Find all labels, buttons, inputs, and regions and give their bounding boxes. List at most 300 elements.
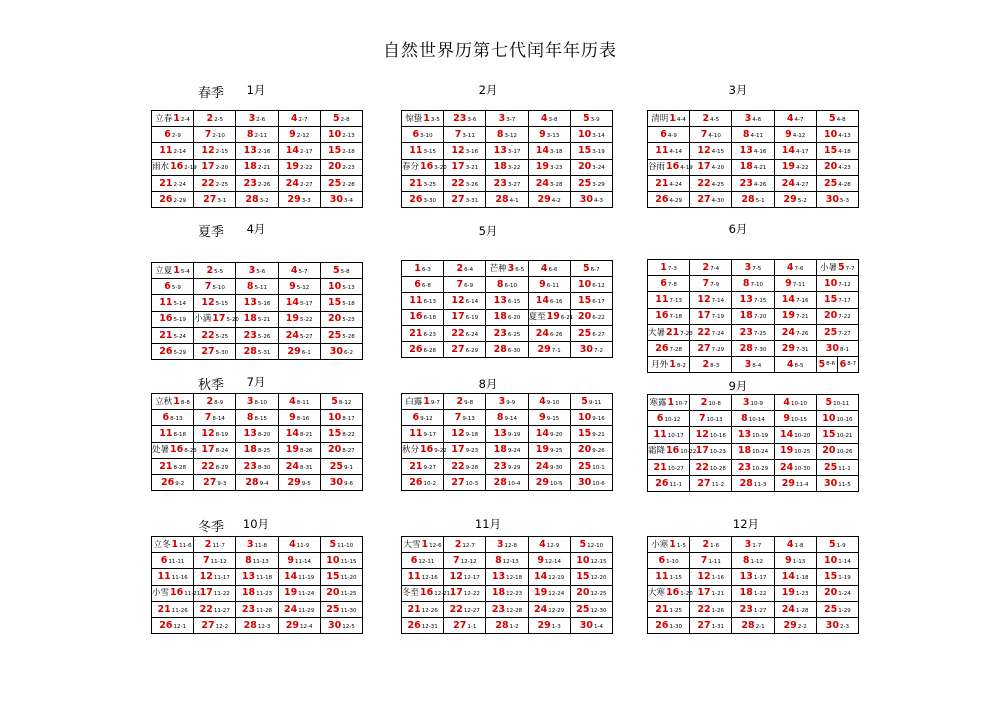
day-cell: [486, 325, 528, 341]
gregorian-date: 1-1: [467, 623, 477, 630]
day-number: 21: [666, 326, 680, 338]
gregorian-date: 8-18: [173, 432, 186, 439]
day-number: 6: [164, 281, 171, 293]
day-number: 4: [289, 395, 296, 407]
month-table: [647, 536, 859, 634]
gregorian-date: 10-21: [836, 433, 853, 440]
day-cell: [690, 443, 732, 459]
gregorian-date: 8-21: [300, 432, 313, 439]
day-cell: [690, 159, 732, 175]
gregorian-date: 7-30: [753, 346, 767, 353]
gregorian-date: 1-2: [509, 623, 519, 630]
day-number: 27: [697, 193, 711, 205]
solar-term-label: 谷雨: [648, 162, 666, 173]
day-cell: [402, 617, 444, 633]
day-cell: [816, 292, 858, 308]
day-cell: [320, 327, 362, 343]
gregorian-date: 5-13: [342, 285, 355, 292]
day-number: 14: [535, 295, 550, 307]
day-number: 16: [420, 161, 434, 173]
day-cell: [774, 159, 816, 175]
gregorian-date: 10-30: [794, 465, 811, 472]
day-number: 3: [744, 538, 752, 550]
table-row: [648, 475, 859, 491]
gregorian-date: 8-29: [215, 464, 229, 471]
day-number: 4: [290, 264, 298, 276]
gregorian-date: 7-25: [753, 330, 767, 337]
day-cell: [320, 601, 362, 617]
gregorian-date: 5-12: [296, 285, 310, 292]
gregorian-date: 1-22: [753, 591, 767, 598]
day-cell: [732, 427, 774, 443]
gregorian-date: 5-31: [257, 349, 271, 356]
day-number: 10: [326, 555, 340, 567]
day-number: 18: [493, 444, 507, 456]
day-number: 23: [737, 461, 752, 473]
day-number: 5: [579, 538, 587, 550]
day-number: 29: [287, 345, 301, 357]
gregorian-date: 7-29: [711, 346, 725, 353]
day-cell: [486, 537, 528, 553]
gregorian-date: 2-16: [257, 149, 271, 156]
gregorian-date: 6-16: [550, 299, 563, 306]
day-cell: [732, 159, 774, 175]
day-number: 4: [540, 262, 548, 274]
gregorian-date: 9-2: [175, 480, 185, 487]
gregorian-date: 3-2: [259, 197, 269, 204]
day-number: 3: [498, 112, 506, 124]
day-number: 23: [243, 329, 257, 341]
gregorian-date: 6-11: [546, 283, 560, 290]
day-number: 4: [786, 538, 794, 550]
day-number: 19: [285, 161, 300, 173]
gregorian-date: 9-23: [465, 448, 479, 455]
day-number: 26: [159, 193, 173, 205]
day-number: 23: [241, 603, 256, 615]
day-cell: [732, 143, 774, 159]
day-number: 24: [284, 603, 298, 615]
day-number: 16: [170, 587, 184, 599]
month-label: 6月: [728, 222, 748, 236]
day-cell: [320, 442, 362, 458]
day-cell: [732, 585, 774, 601]
gregorian-date: 2-6: [256, 116, 266, 123]
day-cell: [648, 111, 690, 127]
day-cell: [690, 411, 732, 427]
table-row: [152, 537, 363, 553]
day-cell: [278, 474, 320, 490]
gregorian-date: 5-1: [755, 197, 765, 204]
gregorian-date: 7-26: [796, 330, 809, 337]
day-cell: [486, 111, 528, 127]
day-cell: [732, 475, 774, 491]
day-number: 17: [697, 161, 711, 173]
gregorian-date: 1-8: [794, 542, 804, 549]
gregorian-date: 10-13: [706, 417, 723, 424]
day-number: 26: [409, 193, 423, 205]
day-cell: [648, 308, 690, 324]
table-row: [648, 427, 859, 443]
day-cell: [690, 111, 732, 127]
day-cell: [816, 443, 858, 459]
gregorian-date: 6-5: [515, 266, 525, 273]
gregorian-date: 8-1: [839, 346, 849, 353]
gregorian-date: 6-9: [464, 283, 474, 290]
day-cell: [444, 585, 486, 601]
day-number: 9: [539, 412, 546, 424]
table-row: [648, 191, 859, 207]
gregorian-date: 3-17: [507, 149, 521, 156]
gregorian-date: 12-5: [342, 623, 355, 630]
day-number: 5: [825, 396, 833, 408]
day-cell: [194, 617, 236, 633]
day-number: 29: [781, 342, 796, 354]
day-number: 5: [829, 538, 836, 550]
day-number: 17: [212, 313, 226, 325]
gregorian-date: 2-28: [342, 181, 355, 188]
day-cell: [528, 325, 570, 341]
day-cell: [774, 553, 816, 569]
gregorian-date: 3-29: [592, 181, 605, 188]
day-number: 9: [539, 279, 546, 291]
gregorian-date: 12-18: [506, 575, 523, 582]
day-cell: [732, 292, 774, 308]
day-number: 20: [823, 161, 838, 173]
day-cell: [402, 191, 444, 207]
day-number: 7: [202, 555, 210, 567]
day-cell: [320, 111, 362, 127]
day-cell: [774, 569, 816, 585]
gregorian-date: 2-29: [173, 197, 186, 204]
day-number: 25: [576, 603, 590, 615]
gregorian-date: 5-19: [173, 317, 186, 324]
day-cell: [690, 127, 732, 143]
day-number: 9: [289, 412, 296, 424]
gregorian-date: 7-9: [710, 282, 720, 289]
day-number: 18: [739, 310, 753, 322]
day-cell: [278, 343, 320, 359]
gregorian-date: 2-27: [300, 181, 313, 188]
month-label: 11月: [474, 517, 502, 531]
day-cell: [732, 111, 774, 127]
day-number: 13: [243, 428, 257, 440]
gregorian-date: 12-25: [590, 591, 607, 598]
gregorian-date: 2-10: [212, 133, 225, 140]
day-number: 17: [697, 587, 711, 599]
month-label: 7月: [246, 375, 266, 389]
gregorian-date: 1-20: [680, 591, 693, 598]
day-number: 17: [451, 161, 465, 173]
solar-term-label: 立秋: [155, 396, 173, 407]
day-number: 6: [412, 412, 420, 424]
gregorian-date: 4-20: [711, 165, 725, 172]
day-cell: [236, 410, 278, 426]
day-cell: [236, 327, 278, 343]
gregorian-date: 9-1: [343, 464, 353, 471]
table-row: [648, 443, 859, 459]
day-cell: [486, 569, 528, 585]
day-number: 9: [289, 129, 296, 141]
gregorian-date: 12-9: [546, 542, 560, 549]
day-cell: [486, 458, 528, 474]
gregorian-date: 9-9: [506, 399, 516, 406]
day-number: 27: [201, 619, 215, 631]
page-title: 自然世界历第七代闰年年历表: [383, 41, 617, 61]
day-cell: [690, 537, 732, 553]
day-cell: [320, 585, 362, 601]
day-number: 30: [825, 342, 839, 354]
day-number: 17: [201, 161, 215, 173]
day-cell: [194, 327, 236, 343]
day-cell: [570, 601, 612, 617]
gregorian-date: 1-5: [676, 542, 686, 549]
gregorian-date: 5-29: [173, 349, 186, 356]
day-cell: [570, 617, 612, 633]
day-number: 24: [285, 177, 300, 189]
day-number: 25: [823, 177, 838, 189]
solar-term-label: 芒种: [489, 263, 507, 274]
gregorian-date: 9-16: [592, 416, 605, 423]
gregorian-date: 5-26: [257, 333, 271, 340]
gregorian-date: 6-12: [592, 283, 605, 290]
day-number: 18: [491, 587, 506, 599]
gregorian-date: 7-13: [669, 298, 682, 305]
day-number: 15: [822, 429, 836, 441]
day-number: 17: [697, 310, 711, 322]
day-cell: [320, 617, 362, 633]
day-number: 5: [583, 112, 590, 124]
gregorian-date: 2-24: [173, 181, 186, 188]
gregorian-date: 4-11: [750, 133, 764, 140]
day-number: 22: [199, 603, 213, 615]
day-cell: [774, 292, 816, 308]
day-cell: [690, 475, 732, 491]
day-number: 20: [576, 587, 590, 599]
gregorian-date: 3-20: [434, 165, 447, 172]
gregorian-date: 6-6: [548, 266, 558, 273]
day-number: 1: [173, 112, 180, 124]
day-number: 16: [420, 587, 434, 599]
day-cell: [236, 537, 278, 553]
day-number: 18: [739, 161, 753, 173]
day-number: 22: [201, 329, 215, 341]
day-number: 23: [739, 326, 753, 338]
gregorian-date: 7-28: [669, 346, 682, 353]
day-cell: [570, 277, 612, 293]
gregorian-date: 9-22: [434, 448, 447, 455]
day-number: 11: [655, 145, 669, 157]
solar-term-label: 小暑: [820, 262, 838, 273]
gregorian-date: 3-7: [506, 116, 516, 123]
gregorian-date: 12-20: [590, 575, 607, 582]
day-cell: [570, 474, 612, 490]
table-row: [402, 309, 613, 325]
gregorian-date: 7-17: [838, 298, 851, 305]
day-cell: [320, 143, 362, 159]
day-number: 12: [697, 571, 711, 583]
day-number: 20: [327, 161, 342, 173]
day-number: 7: [204, 412, 212, 424]
gregorian-date: 5-27: [300, 333, 313, 340]
gregorian-date: 12-22: [463, 591, 480, 598]
gregorian-date: 12-30: [590, 607, 607, 614]
season-label-winter: 冬季: [198, 520, 225, 535]
day-number: 15: [577, 295, 592, 307]
solar-term-label: 冬至: [402, 588, 420, 599]
gregorian-date: 4-25: [711, 181, 725, 188]
day-number: 18: [243, 161, 257, 173]
day-cell: [648, 411, 690, 427]
day-number: 19: [285, 313, 300, 325]
gregorian-date: 1-9: [836, 542, 846, 549]
table-row: [402, 277, 613, 293]
gregorian-date: 3-6: [467, 116, 477, 123]
day-number: 15: [576, 571, 590, 583]
month-label: 5月: [478, 224, 498, 238]
day-number: 25: [577, 460, 592, 472]
day-number: 7: [702, 278, 710, 290]
day-number: 8: [246, 281, 254, 293]
gregorian-date: 1-15: [669, 575, 682, 582]
gregorian-date: 4-3: [593, 197, 603, 204]
gregorian-date: 1-14: [838, 559, 851, 566]
day-number: 9: [785, 278, 792, 290]
day-cell: [774, 617, 816, 633]
day-number: 7: [456, 279, 464, 291]
day-cell: [486, 143, 528, 159]
day-cell: [444, 537, 486, 553]
table-row: [152, 127, 363, 143]
gregorian-date: 8-3: [710, 362, 720, 369]
season-label-summer: 夏季: [198, 225, 225, 240]
day-number: 23: [493, 177, 507, 189]
gregorian-date: 10-12: [664, 417, 681, 424]
gregorian-date: 4-17: [796, 149, 809, 156]
day-number: 2: [454, 538, 462, 550]
day-number: 26: [655, 477, 669, 489]
day-cell: [320, 410, 362, 426]
gregorian-date: 4-15: [711, 149, 725, 156]
gregorian-date: 5-23: [342, 317, 355, 324]
day-number: 22: [201, 460, 215, 472]
gregorian-date: 12-17: [463, 575, 480, 582]
day-number: 3: [248, 112, 256, 124]
gregorian-date: 10-6: [592, 480, 605, 487]
day-number: 9: [785, 555, 792, 567]
gregorian-date: 9-27: [423, 464, 436, 471]
day-number: 16: [655, 310, 669, 322]
day-cell: [486, 601, 528, 617]
day-cell: [816, 340, 858, 356]
day-cell: [816, 143, 858, 159]
gregorian-date: 6-19: [465, 315, 479, 322]
day-cell: [570, 341, 612, 357]
day-cell: [528, 261, 570, 277]
day-number: 25: [326, 603, 340, 615]
table-row: [648, 260, 859, 276]
table-row: [152, 601, 363, 617]
day-cell: [152, 569, 194, 585]
day-number: 8: [742, 555, 750, 567]
gregorian-date: 6-22: [592, 315, 605, 322]
day-cell: [194, 111, 236, 127]
gregorian-date: 8-20: [257, 432, 271, 439]
gregorian-date: 3-13: [546, 133, 560, 140]
day-cell: [732, 537, 774, 553]
gregorian-date: 3-31: [465, 197, 479, 204]
gregorian-date: 9-28: [465, 464, 479, 471]
day-number: 23: [243, 177, 257, 189]
day-cell: [690, 143, 732, 159]
day-number: 12: [697, 145, 711, 157]
day-number: 25: [327, 329, 342, 341]
day-number: 2: [456, 395, 464, 407]
gregorian-date: 8-10: [254, 399, 268, 406]
gregorian-date: 6-20: [507, 315, 521, 322]
day-number: 12: [451, 145, 465, 157]
day-cell: [648, 175, 690, 191]
day-cell: [774, 395, 816, 411]
gregorian-date: 4-5: [710, 116, 720, 123]
day-number: 2: [206, 395, 214, 407]
gregorian-date: 9-8: [464, 399, 474, 406]
day-cell: [816, 569, 858, 585]
gregorian-date: 9-14: [504, 416, 518, 423]
gregorian-date: 11-17: [213, 575, 230, 582]
gregorian-date: 9-13: [462, 416, 475, 423]
gregorian-date: 12-10: [587, 542, 604, 549]
gregorian-date: 1-25: [669, 607, 682, 614]
table-row: [152, 295, 363, 311]
gregorian-date: 3-11: [462, 133, 475, 140]
gregorian-date: 7-18: [669, 314, 682, 321]
day-cell: [648, 475, 690, 491]
gregorian-date: 1-31: [711, 623, 725, 630]
table-row: [648, 357, 859, 373]
gregorian-date: 5-5: [214, 268, 224, 275]
day-cell: [278, 111, 320, 127]
day-cell: [732, 459, 774, 475]
day-cell: [152, 617, 194, 633]
table-row: [402, 569, 613, 585]
gregorian-date: 3-3: [301, 197, 311, 204]
day-cell: [444, 143, 486, 159]
day-number: 23: [739, 177, 753, 189]
gregorian-date: 8-22: [342, 432, 355, 439]
day-number: 9: [539, 129, 546, 141]
day-cell: [236, 311, 278, 327]
day-number: 2: [206, 112, 214, 124]
day-number: 30: [823, 477, 838, 489]
day-cell: [648, 143, 690, 159]
day-number: 18: [737, 445, 752, 457]
day-number: 12: [201, 297, 215, 309]
day-cell: [152, 327, 194, 343]
day-cell: [732, 443, 774, 459]
day-number: 12: [201, 145, 215, 157]
day-cell: [194, 394, 236, 410]
day-number: 22: [451, 177, 465, 189]
day-cell: [152, 279, 194, 295]
day-cell: [402, 127, 444, 143]
day-cell: [278, 279, 320, 295]
month-table: [647, 110, 859, 208]
gregorian-date: 8-27: [342, 448, 355, 455]
gregorian-date: 3-8: [548, 116, 558, 123]
gregorian-date: 2-11: [254, 133, 268, 140]
gregorian-date: 6-14: [465, 299, 479, 306]
day-cell: [194, 143, 236, 159]
